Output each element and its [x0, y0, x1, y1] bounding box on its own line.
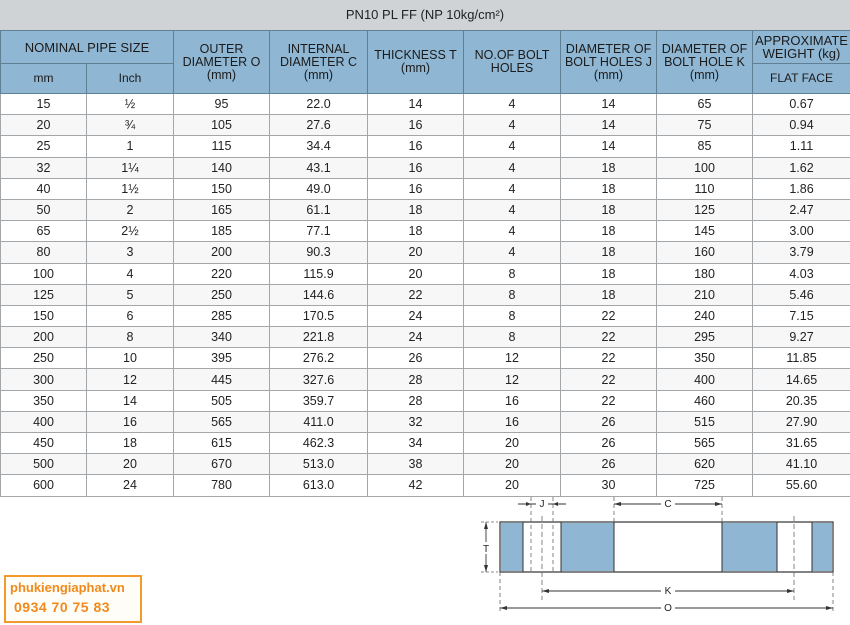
thickness-cell: 24: [368, 305, 464, 326]
bolt-hole-diameter-cell: 22: [561, 390, 657, 411]
internal-diameter-cell: 327.6: [270, 369, 368, 390]
internal-diameter-cell: 221.8: [270, 327, 368, 348]
weight-cell: 2.47: [753, 199, 850, 220]
flange-right-rim: [812, 523, 832, 571]
internal-diameter-cell: 115.9: [270, 263, 368, 284]
thickness-cell: 16: [368, 136, 464, 157]
bolt-circle-diameter-cell: 210: [657, 284, 753, 305]
nominal-size-mm-cell: 200: [1, 327, 87, 348]
bolt-holes-count-cell: 8: [464, 284, 561, 305]
table-row: [1, 284, 850, 305]
bolt-hole-diameter-cell: 18: [561, 284, 657, 305]
bolt-holes-count-cell: 4: [464, 136, 561, 157]
table-row: [1, 454, 850, 475]
internal-diameter-cell: 90.3: [270, 242, 368, 263]
bolt-circle-diameter-cell: 725: [657, 475, 753, 496]
bolt-holes-count-cell: 4: [464, 115, 561, 136]
nominal-size-mm-cell: 250: [1, 348, 87, 369]
weight-cell: 1.86: [753, 178, 850, 199]
bolt-circle-diameter-cell: 110: [657, 178, 753, 199]
nominal-size-inch-cell: 18: [87, 433, 174, 454]
outer-diameter-cell: 565: [174, 411, 270, 432]
thickness-cell: 20: [368, 242, 464, 263]
outer-diameter-cell: 395: [174, 348, 270, 369]
bolt-circle-diameter-cell: 460: [657, 390, 753, 411]
bolt-hole-diameter-cell: 26: [561, 454, 657, 475]
outer-diameter-cell: 615: [174, 433, 270, 454]
internal-diameter-cell: 170.5: [270, 305, 368, 326]
table-row: [1, 327, 850, 348]
thickness-cell: 32: [368, 411, 464, 432]
outer-diameter-cell: 115: [174, 136, 270, 157]
bolt-circle-diameter-cell: 75: [657, 115, 753, 136]
internal-diameter-cell: 22.0: [270, 94, 368, 115]
internal-diameter-cell: 49.0: [270, 178, 368, 199]
bolt-holes-count-cell: 12: [464, 348, 561, 369]
bolt-holes-count-cell: 16: [464, 411, 561, 432]
bolt-holes-header: NO.OF BOLT HOLES: [464, 31, 561, 94]
bolt-circle-diameter-cell: 620: [657, 454, 753, 475]
table-row: [1, 136, 850, 157]
nominal-size-inch-cell: 2½: [87, 221, 174, 242]
inch-header: Inch: [87, 64, 174, 94]
flange-right-web: [722, 523, 777, 571]
weight-cell: 0.67: [753, 94, 850, 115]
internal-diameter-cell: 34.4: [270, 136, 368, 157]
bolt-hole-diameter-cell: 22: [561, 327, 657, 348]
bolt-circle-diameter-cell: 100: [657, 157, 753, 178]
flange-left-rim: [501, 523, 523, 571]
nominal-size-inch-cell: 16: [87, 411, 174, 432]
nominal-size-inch-cell: ½: [87, 94, 174, 115]
bolt-circle-diameter-cell: 515: [657, 411, 753, 432]
nominal-size-inch-cell: 1: [87, 136, 174, 157]
internal-diameter-cell: 144.6: [270, 284, 368, 305]
bolt-hole-diameter-cell: 18: [561, 157, 657, 178]
outer-diameter-cell: 150: [174, 178, 270, 199]
brand-website: phukiengiaphat.vn: [10, 580, 125, 595]
table-title: PN10 PL FF (NP 10kg/cm²): [0, 0, 850, 31]
bolt-circle-diameter-cell: 180: [657, 263, 753, 284]
internal-diameter-cell: 359.7: [270, 390, 368, 411]
internal-diameter-cell: 27.6: [270, 115, 368, 136]
bolt-hole-circle-header: DIAMETER OF BOLT HOLE K (mm): [657, 31, 753, 94]
nominal-size-mm-cell: 80: [1, 242, 87, 263]
outer-diameter-cell: 185: [174, 221, 270, 242]
table-row: [1, 199, 850, 220]
outer-diameter-cell: 200: [174, 242, 270, 263]
internal-diameter-cell: 462.3: [270, 433, 368, 454]
nominal-pipe-size-header: NOMINAL PIPE SIZE: [1, 31, 174, 64]
thickness-cell: 20: [368, 263, 464, 284]
weight-cell: 14.65: [753, 369, 850, 390]
table-row: [1, 94, 850, 115]
dimension-label-t: T: [482, 544, 490, 555]
bolt-holes-count-cell: 8: [464, 327, 561, 348]
outer-diameter-cell: 220: [174, 263, 270, 284]
table-row: [1, 178, 850, 199]
bolt-hole-diameter-cell: 18: [561, 242, 657, 263]
nominal-size-inch-cell: 1¼: [87, 157, 174, 178]
internal-diameter-header: INTERNAL DIAMETER C (mm): [270, 31, 368, 94]
nominal-size-mm-cell: 40: [1, 178, 87, 199]
outer-diameter-cell: 670: [174, 454, 270, 475]
weight-cell: 9.27: [753, 327, 850, 348]
thickness-cell: 26: [368, 348, 464, 369]
outer-diameter-cell: 340: [174, 327, 270, 348]
nominal-size-inch-cell: 4: [87, 263, 174, 284]
nominal-size-inch-cell: 5: [87, 284, 174, 305]
bolt-holes-count-cell: 4: [464, 94, 561, 115]
internal-diameter-cell: 43.1: [270, 157, 368, 178]
outer-diameter-cell: 165: [174, 199, 270, 220]
internal-diameter-cell: 61.1: [270, 199, 368, 220]
nominal-size-mm-cell: 50: [1, 199, 87, 220]
nominal-size-mm-cell: 15: [1, 94, 87, 115]
thickness-cell: 16: [368, 178, 464, 199]
table-row: [1, 115, 850, 136]
outer-diameter-cell: 140: [174, 157, 270, 178]
nominal-size-inch-cell: 20: [87, 454, 174, 475]
outer-diameter-header: OUTER DIAMETER O (mm): [174, 31, 270, 94]
dimension-label-j: J: [539, 499, 545, 510]
bolt-circle-diameter-cell: 240: [657, 305, 753, 326]
mm-header: mm: [1, 64, 87, 94]
flat-face-header: FLAT FACE: [753, 64, 850, 94]
outer-diameter-cell: 95: [174, 94, 270, 115]
thickness-cell: 14: [368, 94, 464, 115]
bolt-holes-count-cell: 4: [464, 242, 561, 263]
nominal-size-mm-cell: 300: [1, 369, 87, 390]
table-row: [1, 411, 850, 432]
nominal-size-mm-cell: 400: [1, 411, 87, 432]
bolt-hole-diameter-cell: 26: [561, 433, 657, 454]
table-row: [1, 263, 850, 284]
bolt-hole-diameter-cell: 14: [561, 136, 657, 157]
bolt-circle-diameter-cell: 65: [657, 94, 753, 115]
bolt-hole-diameter-cell: 18: [561, 221, 657, 242]
weight-cell: 11.85: [753, 348, 850, 369]
bolt-holes-count-cell: 8: [464, 305, 561, 326]
thickness-cell: 28: [368, 369, 464, 390]
nominal-size-mm-cell: 100: [1, 263, 87, 284]
table-row: [1, 433, 850, 454]
weight-cell: 5.46: [753, 284, 850, 305]
flange-left-web: [561, 523, 614, 571]
bolt-hole-diameter-cell: 26: [561, 411, 657, 432]
bolt-circle-diameter-cell: 125: [657, 199, 753, 220]
bolt-hole-diameter-cell: 22: [561, 369, 657, 390]
internal-diameter-cell: 411.0: [270, 411, 368, 432]
nominal-size-inch-cell: 12: [87, 369, 174, 390]
table-row: [1, 369, 850, 390]
dimension-label-o: O: [664, 603, 672, 614]
bolt-holes-count-cell: 4: [464, 199, 561, 220]
bolt-hole-diameter-cell: 22: [561, 305, 657, 326]
bolt-holes-count-cell: 20: [464, 475, 561, 496]
table-row: [1, 242, 850, 263]
bolt-hole-diameter-cell: 22: [561, 348, 657, 369]
nominal-size-mm-cell: 450: [1, 433, 87, 454]
weight-header: APPROXIMATE WEIGHT (kg): [753, 31, 850, 64]
weight-cell: 1.62: [753, 157, 850, 178]
internal-diameter-cell: 276.2: [270, 348, 368, 369]
nominal-size-inch-cell: 14: [87, 390, 174, 411]
weight-cell: 20.35: [753, 390, 850, 411]
table-row: [1, 221, 850, 242]
nominal-size-mm-cell: 32: [1, 157, 87, 178]
weight-cell: 27.90: [753, 411, 850, 432]
weight-cell: 4.03: [753, 263, 850, 284]
bolt-circle-diameter-cell: 145: [657, 221, 753, 242]
table-row: [1, 390, 850, 411]
nominal-size-inch-cell: 3: [87, 242, 174, 263]
brand-stamp: [4, 575, 142, 623]
flange-spec-table: [0, 30, 850, 497]
nominal-size-inch-cell: ¾: [87, 115, 174, 136]
bolt-holes-count-cell: 8: [464, 263, 561, 284]
table-row: [1, 305, 850, 326]
bolt-hole-diameter-cell: 18: [561, 178, 657, 199]
bolt-holes-count-cell: 20: [464, 433, 561, 454]
bolt-circle-diameter-cell: 400: [657, 369, 753, 390]
thickness-cell: 22: [368, 284, 464, 305]
weight-cell: 0.94: [753, 115, 850, 136]
bolt-circle-diameter-cell: 160: [657, 242, 753, 263]
weight-cell: 1.11: [753, 136, 850, 157]
outer-diameter-cell: 445: [174, 369, 270, 390]
nominal-size-inch-cell: 1½: [87, 178, 174, 199]
bolt-circle-diameter-cell: 295: [657, 327, 753, 348]
thickness-cell: 28: [368, 390, 464, 411]
bolt-hole-diameter-header: DIAMETER OF BOLT HOLES J (mm): [561, 31, 657, 94]
nominal-size-inch-cell: 10: [87, 348, 174, 369]
bolt-circle-diameter-cell: 350: [657, 348, 753, 369]
bolt-hole-diameter-cell: 18: [561, 263, 657, 284]
nominal-size-mm-cell: 600: [1, 475, 87, 496]
nominal-size-inch-cell: 24: [87, 475, 174, 496]
outer-diameter-cell: 250: [174, 284, 270, 305]
weight-cell: 3.00: [753, 221, 850, 242]
weight-cell: 31.65: [753, 433, 850, 454]
nominal-size-mm-cell: 25: [1, 136, 87, 157]
thickness-cell: 18: [368, 221, 464, 242]
outer-diameter-cell: 505: [174, 390, 270, 411]
bolt-holes-count-cell: 16: [464, 390, 561, 411]
nominal-size-inch-cell: 2: [87, 199, 174, 220]
bolt-circle-diameter-cell: 565: [657, 433, 753, 454]
flange-section-diagram: [478, 492, 838, 622]
bolt-holes-count-cell: 4: [464, 157, 561, 178]
nominal-size-mm-cell: 65: [1, 221, 87, 242]
thickness-cell: 18: [368, 199, 464, 220]
thickness-cell: 42: [368, 475, 464, 496]
weight-cell: 41.10: [753, 454, 850, 475]
bolt-holes-count-cell: 4: [464, 221, 561, 242]
bolt-circle-diameter-cell: 85: [657, 136, 753, 157]
table-row: [1, 348, 850, 369]
nominal-size-mm-cell: 350: [1, 390, 87, 411]
internal-diameter-cell: 613.0: [270, 475, 368, 496]
outer-diameter-cell: 285: [174, 305, 270, 326]
table-row: [1, 157, 850, 178]
bolt-holes-count-cell: 20: [464, 454, 561, 475]
thickness-cell: 16: [368, 115, 464, 136]
dimension-label-c: C: [664, 499, 672, 510]
thickness-cell: 34: [368, 433, 464, 454]
bolt-hole-diameter-cell: 18: [561, 199, 657, 220]
bolt-holes-count-cell: 12: [464, 369, 561, 390]
nominal-size-mm-cell: 150: [1, 305, 87, 326]
brand-phone: 0934 70 75 83: [14, 599, 111, 615]
thickness-header: THICKNESS T (mm): [368, 31, 464, 94]
nominal-size-mm-cell: 500: [1, 454, 87, 475]
nominal-size-inch-cell: 6: [87, 305, 174, 326]
nominal-size-mm-cell: 20: [1, 115, 87, 136]
nominal-size-inch-cell: 8: [87, 327, 174, 348]
thickness-cell: 38: [368, 454, 464, 475]
nominal-size-mm-cell: 125: [1, 284, 87, 305]
weight-cell: 7.15: [753, 305, 850, 326]
flange-body-outline: [500, 522, 833, 572]
bolt-hole-diameter-cell: 14: [561, 115, 657, 136]
thickness-cell: 24: [368, 327, 464, 348]
weight-cell: 3.79: [753, 242, 850, 263]
bolt-hole-diameter-cell: 14: [561, 94, 657, 115]
dimension-label-k: K: [664, 586, 672, 597]
internal-diameter-cell: 77.1: [270, 221, 368, 242]
outer-diameter-cell: 105: [174, 115, 270, 136]
internal-diameter-cell: 513.0: [270, 454, 368, 475]
outer-diameter-cell: 780: [174, 475, 270, 496]
thickness-cell: 16: [368, 157, 464, 178]
weight-cell: 55.60: [753, 475, 850, 496]
bolt-hole-diameter-cell: 30: [561, 475, 657, 496]
spec-table-body: [1, 94, 850, 497]
bolt-holes-count-cell: 4: [464, 178, 561, 199]
